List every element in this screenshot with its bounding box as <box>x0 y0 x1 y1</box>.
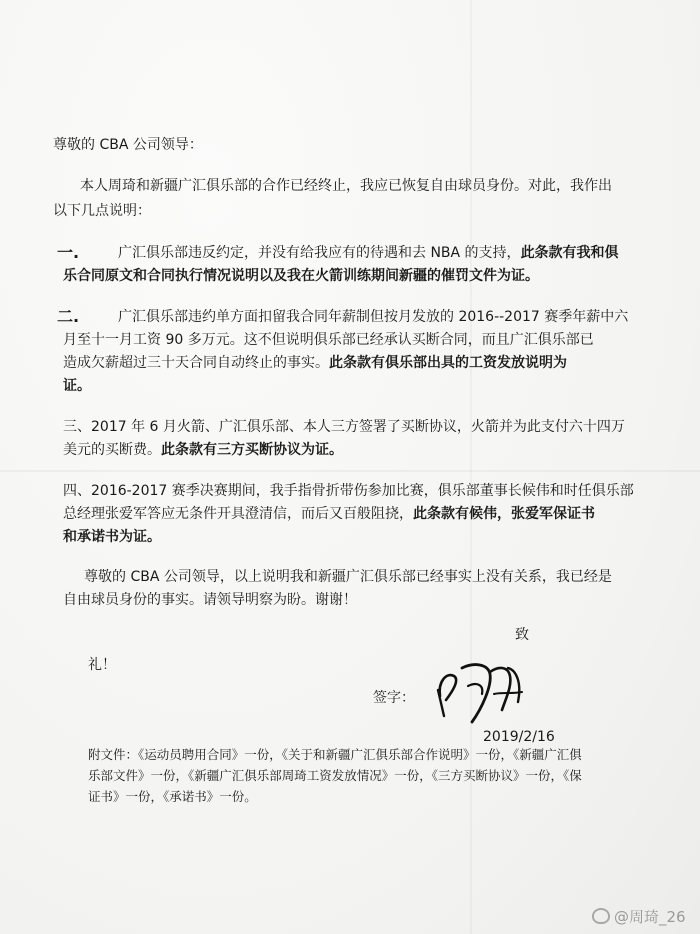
salutation: 尊敬的 CBA 公司领导： <box>53 137 203 153</box>
closing-text: 尊敬的 CBA 公司领导，以上说明我和新疆广汇俱乐部已经事实上没有关系，我已经是 <box>84 569 612 585</box>
point-text: 总经理张爱军答应无条件开具澄清信，而后又百般阻挠，此条款有候伟，张爱军保证书 <box>63 506 595 522</box>
closing-text: 自由球员身份的事实。请领导明察为盼。谢谢！ <box>63 592 357 608</box>
point-text: 广汇俱乐部违反约定，并没有给我应有的待遇和去 NBA 的支持，此条款有我和俱 <box>118 245 619 261</box>
handwritten-signature <box>432 652 532 730</box>
point-text: 月至十一月工资 90 多万元。这不但说明俱乐部已经承认买断合同，而且广汇俱乐部已 <box>63 332 594 348</box>
point-text: 三、2017 年 6 月火箭、广汇俱乐部、本人三方签署了买断协议，火箭并为此支付六十四万 <box>63 419 625 435</box>
intro-line: 以下几点说明： <box>53 203 151 219</box>
point-text: 广汇俱乐部违约单方面扣留我合同年薪制但按月发放的 2016--2017 赛季年薪中六 <box>118 309 629 325</box>
intro-line: 本人周琦和新疆广汇俱乐部的合作已经终止，我应已恢复自由球员身份。对此，我作出 <box>80 178 612 194</box>
closing-zhi: 致 <box>515 627 529 643</box>
point-number: 二. <box>57 307 80 326</box>
watermark-text: @周琦_26 <box>614 908 686 926</box>
point-text: 美元的买断费。此条款有三方买断协议为证。 <box>63 442 343 458</box>
weibo-watermark <box>592 906 686 927</box>
paper-crease <box>0 470 700 472</box>
point-text: 造成欠薪超过三十天合同自动终止的事实。此条款有俱乐部出具的工资发放说明为 <box>63 355 567 371</box>
point-text: 乐合同原文和合同执行情况说明以及我在火箭训练期间新疆的催罚文件为证。 <box>63 268 539 284</box>
paper-crease <box>470 0 472 934</box>
letter-date: 2019/2/16 <box>483 729 555 745</box>
attachment-line: 乐部文件》一份，《新疆广汇俱乐部周琦工资发放情况》一份，《三方买断协议》一份，《保 <box>88 768 582 783</box>
attachment-line: 附文件：《运动员聘用合同》一份，《关于和新疆广汇俱乐部合作说明》一份，《新疆广汇俱 <box>88 747 582 762</box>
point-number: 一. <box>57 243 80 262</box>
attachment-line: 证书》一份，《承诺书》一份。 <box>88 789 257 804</box>
closing-li: 礼！ <box>88 657 116 673</box>
signature-label: 签字： <box>373 690 415 706</box>
point-text: 和承诺书为证。 <box>63 529 161 545</box>
weibo-icon <box>592 908 610 924</box>
point-text: 四、2016-2017 赛季决赛期间，我手指骨折带伤参加比赛，俱乐部董事长候伟和时任俱乐部 <box>63 483 634 499</box>
point-text: 证。 <box>63 378 91 394</box>
